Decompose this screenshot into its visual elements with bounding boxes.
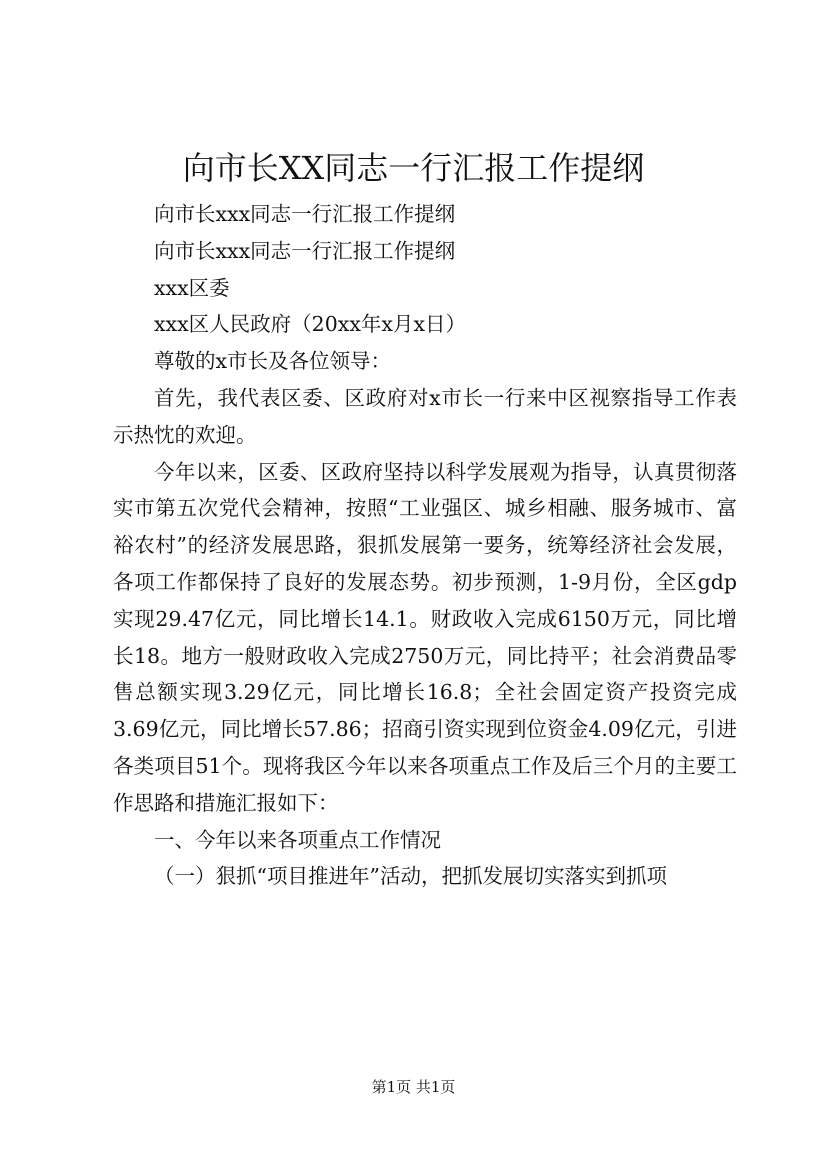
document-title: 向市长XX同志一行汇报工作提纲 [182, 149, 645, 187]
paragraph-issuer-government: xxx区人民政府（20xx年x月x日） [154, 312, 467, 337]
document-body [113, 196, 737, 895]
paragraph-overview: 今年以来，区委、区政府坚持以科学发展观为指导，认真贯彻落实市第五次党代会精神，按照“工业强区、城乡相融、服务城市、富裕农村”的经济发展思路，狠抓发展第一要务，统筹经济社会发展，各项工作都保持了良好的发展态势。初步预测，1-9月份，全区gdp实现29.47亿元，同比增长14.1。财政收入完成6150万元，同比增长18。地方一般财政收入完成2750万元，同比持平；社会消费品零售总额实现3.29亿元，同比增长16.8；全社会固定资产投资完成3.69亿元，同比增长57.86；招商引资实现到位资金4.09亿元，引进各类项目51个。现将我区今年以来各项重点工作及后三个月的主要工作思路和措施汇报如下： [113, 459, 737, 815]
paragraph-section-heading: 一、今年以来各项重点工作情况 [154, 827, 441, 852]
paragraph-welcome: 首先，我代表区委、区政府对x市长一行来中区视察指导工作表示热忱的欢迎。 [113, 385, 737, 447]
paragraph-salutation: 尊敬的x市长及各位领导： [154, 349, 392, 374]
paragraph-subsection-heading: （一）狠抓“项目推进年”活动，把抓发展切实落实到抓项 [154, 864, 667, 889]
paragraph-subtitle-2: 向市长xxx同志一行汇报工作提纲 [154, 238, 456, 263]
page-footer: 第1页 共1页 [371, 1078, 456, 1096]
paragraph-subtitle-1: 向市长xxx同志一行汇报工作提纲 [154, 202, 456, 226]
paragraph-issuer-committee: xxx区委 [154, 275, 230, 300]
